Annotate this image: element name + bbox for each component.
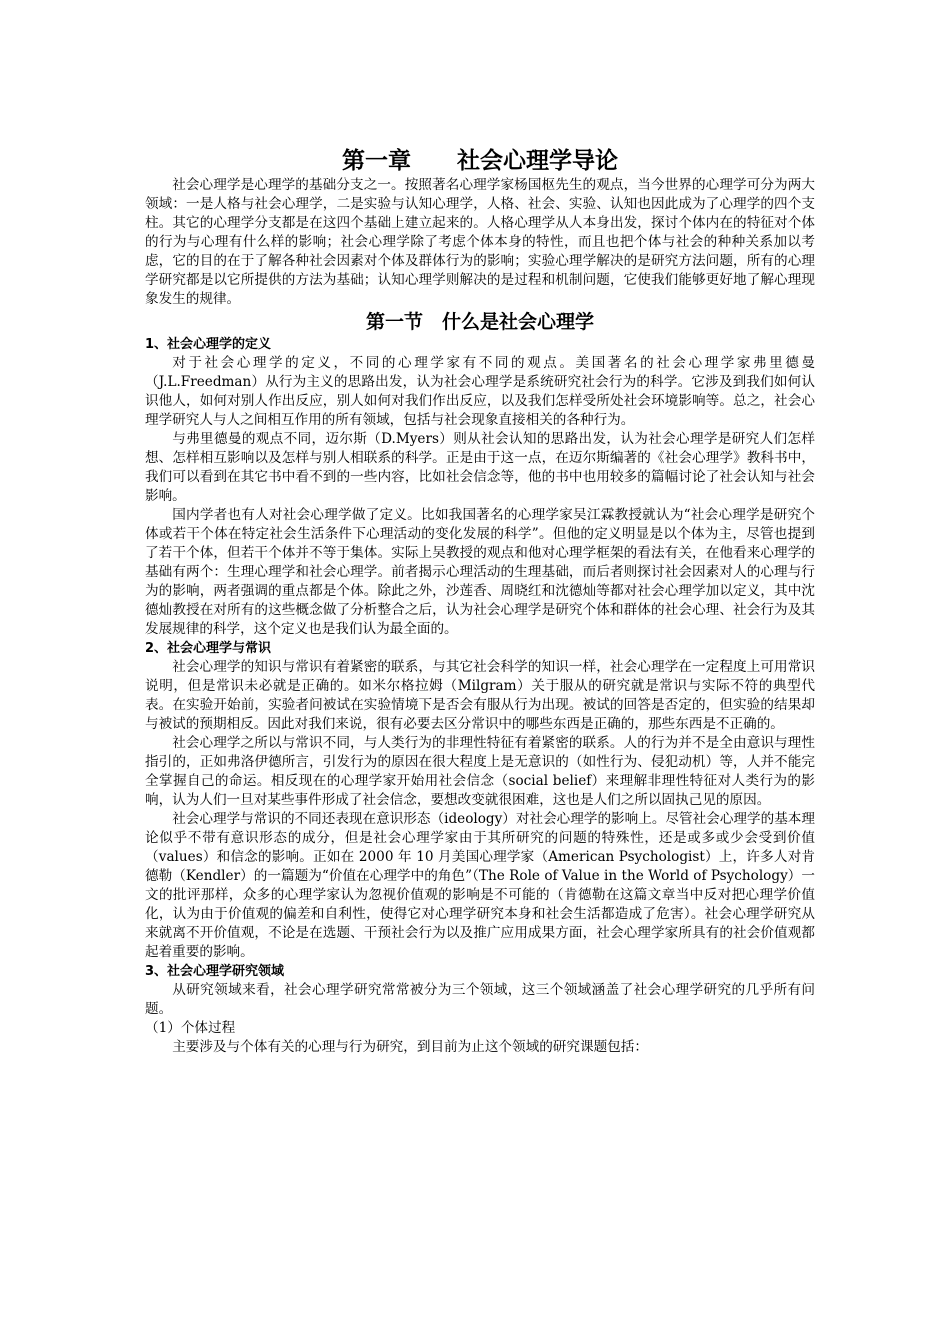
chapter-intro-paragraph: 社会心理学是心理学的基础分支之一。按照著名心理学家杨国枢先生的观点，当今世界的心理学可分为两大领域：一是人格与社会心理学，二是实验与认知心理学，人格、社会、实验、认知也因此成为了心理学的四个支柱。其它的心理学分支都是在这四个基础上建立起来的。人格心理学从人本身出发，探讨个体内在的特征对个体的行为与心理有什么样的影响；社会心理学除了考虑个体本身的特性，而且也把个体与社会的种种关系加以考虑，它的目的在于了解各种社会因素对个体及群体行为的影响；实验心理学解决的是研究方法问题，所有的心理学研究都是以它所提供的方法为基础；认知心理学则解决的是过程和机制问题，它使我们能够更好地了解心理现象发生的规律。: [145, 177, 815, 307]
part1-paragraph-3: 国内学者也有人对社会心理学做了定义。比如我国著名的心理学家吴江霖教授就认为“社会心理学是研究个体或若干个体在特定社会生活条件下心理活动的变化发展的科学”。但他的定义明显是以个体为主，尽管也提到了若干个体，但若干个体并不等于集体。实际上吴教授的观点和他对心理学框架的看法有关，在他看来心理学的基础有两个：生理心理学和社会心理学。前者揭示心理活动的生理基础，而后者则探讨社会因素对人的心理与行为的影响，两者强调的重点都是个体。除此之外，沙莲香、周晓红和沈德灿等都对社会心理学加以定义，其中沈德灿教授在对所有的这些概念做了分析整合之后，认为社会心理学是研究个体和群体的社会心理、社会行为及其发展规律的科学，这个定义也是我们认为最全面的。: [145, 507, 815, 637]
section-title: 第一节 什么是社会心理学: [365, 311, 594, 333]
chapter-title: 第一章 社会心理学导论: [342, 148, 618, 174]
part2-paragraph-2: 社会心理学之所以与常识不同，与人类行为的非理性特征有着紧密的联系。人的行为并不是全由意识与理性指引的，正如弗洛伊德所言，引发行为的原因在很大程度上是无意识的（如性行为、侵犯动机）等，人并不能完全掌握自己的命运。相反现在的心理学家开始用社会信念（social belief）来理解非理性特征对人类行为的影响，认为人们一旦对某些事件形成了社会信念，要想改变就很困难，这也是人们之所以固执己见的原因。: [145, 735, 815, 808]
part3-paragraph: 从研究领域来看，社会心理学研究常常被分为三个领域，这三个领域涵盖了社会心理学研究的几乎所有问题。: [145, 982, 815, 1017]
part1-heading: 1、社会心理学的定义: [145, 337, 272, 352]
part1-paragraph-2: 与弗里德曼的观点不同，迈尔斯（D.Myers）则从社会认知的思路出发，认为社会心理学是研究人们怎样想、怎样相互影响以及怎样与别人相联系的科学。正是由于这一点，在迈尔斯编著的《社会心理学》教科书中，我们可以看到在其它书中看不到的一些内容，比如社会信念等，他的书中也用较多的篇幅讨论了社会认知与社会影响。: [145, 431, 815, 504]
document-page: [145, 146, 815, 1057]
part3-subparagraph: 主要涉及与个体有关的心理与行为研究，到目前为止这个领域的研究课题包括：: [172, 1039, 648, 1055]
part2-paragraph-1: 社会心理学的知识与常识有着紧密的联系，与其它社会科学的知识一样，社会心理学在一定程度上可用常识说明，但是常识未必就是正确的。如米尔格拉姆（Milgram）关于服从的研究就是常识与实际不符的典型代表。在实验开始前，实验者问被试在实验情境下是否会有服从行为出现。被试的回答是否定的，但实验的结果却与被试的预期相反。因此对我们来说，很有必要去区分常识中的哪些东西是正确的，那些东西是不正确的。: [145, 659, 815, 732]
part3-heading: 3、社会心理学研究领域: [145, 964, 285, 979]
part1-paragraph-1: 对于社会心理学的定义，不同的心理学家有不同的观点。美国著名的社会心理学家弗里德曼（J.L.Freedman）从行为主义的思路出发，认为社会心理学是系统研究社会行为的科学。它涉及到我们如何认识他人，如何对别人作出反应，别人如何对我们作出反应，以及我们怎样受所处社会环境影响等。总之，社会心理学研究人与人之间相互作用的所有领域，包括与社会现象直接相关的各种行为。: [145, 355, 815, 428]
part3-subheading: （1）个体过程: [145, 1020, 236, 1036]
part2-paragraph-3: 社会心理学与常识的不同还表现在意识形态（ideology）对社会心理学的影响上。尽管社会心理学的基本理论似乎不带有意识形态的成分，但是社会心理学家由于其所研究的问题的特殊性，还是或多或少会受到价值（values）和信念的影响。正如在 2000 年 10 月美国心理学家（American Psychologist）上，许多人对肯德勒（Kendler）的一篇题为“价值在心理学中的角色”（The Role of Value in the World of Psychology）一文的批评那样，众多的心理学家认为忽视价值观的影响是不可能的（肯德勒在这篇文章当中反对把心理学价值化，认为由于价值观的偏差和自利性，使得它对心理学研究本身和社会生活都造成了危害）。社会心理学研究从来就离不开价值观，不论是在选题、干预社会行为以及推广应用成果方面，社会心理学家所具有的社会价值观都起着重要的影响。: [145, 811, 815, 960]
part2-heading: 2、社会心理学与常识: [145, 641, 272, 656]
